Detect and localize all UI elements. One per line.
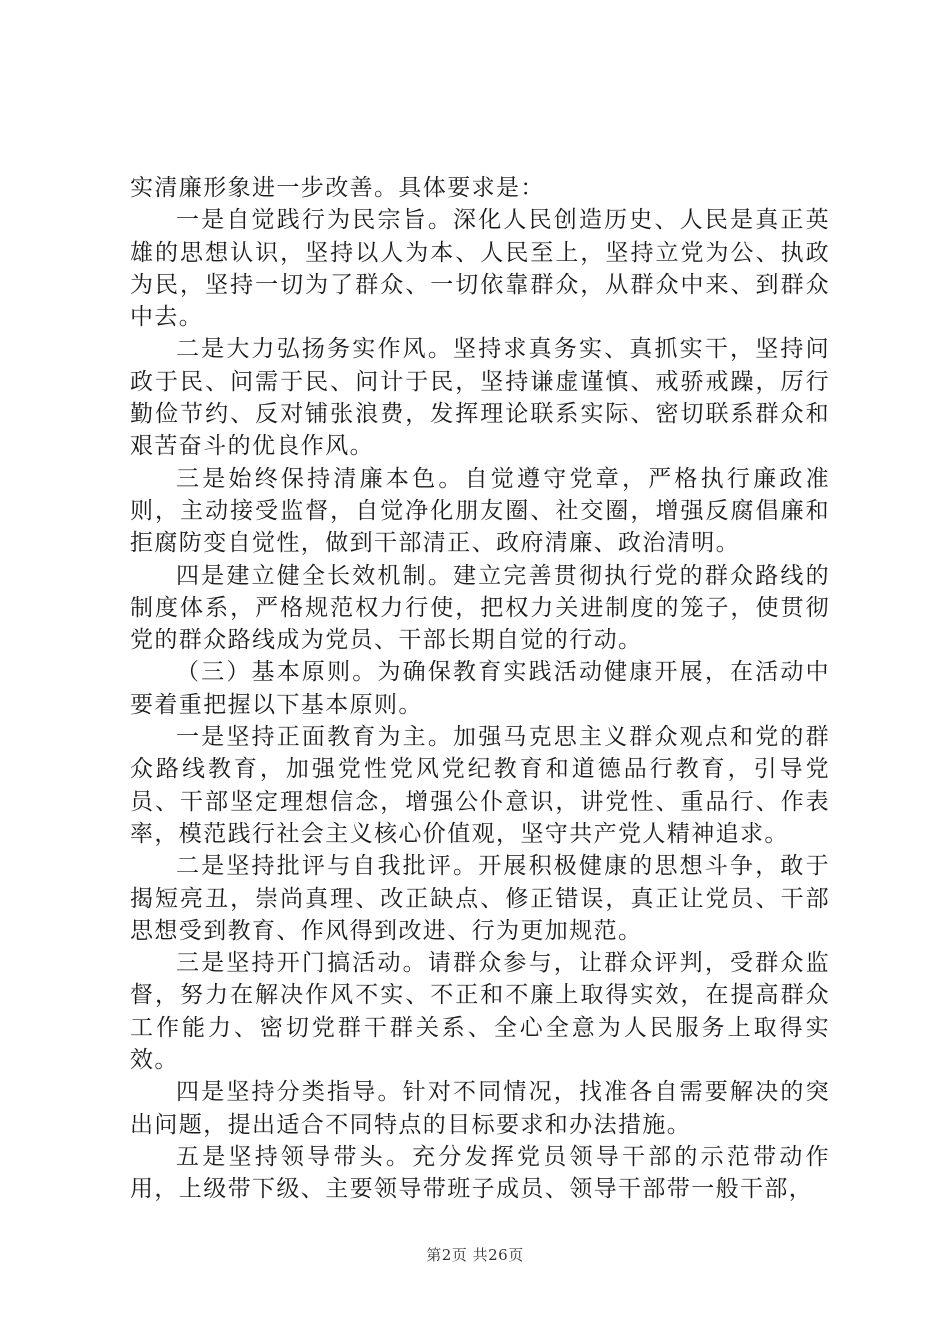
paragraph: 二是大力弘扬务实作风。坚持求真务实、真抓实干，坚持问政于民、问需于民、问计于民，坚持谦虚谨慎、戒骄戒躁，厉行勤俭节约、反对铺张浪费，发挥理论联系实际、密切联系群众和艰苦奋斗的优良作风。: [130, 336, 830, 460]
paragraph: 一是坚持正面教育为主。加强马克思主义群众观点和党的群众路线教育，加强党性党风党纪教育和道德品行教育，引导党员、干部坚定理想信念，增强公仆意识，讲党性、重品行、作表率，模范践行社会主义核心价值观，坚守共产党人精神追求。: [130, 724, 830, 847]
page-number-footer: 第2页 共26页: [426, 1246, 524, 1264]
paragraph: 四是坚持分类指导。针对不同情况，找准各自需要解决的突出问题，提出适合不同特点的目标要求和办法措施。: [130, 1079, 830, 1138]
paragraph: 三是坚持开门搞活动。请群众参与，让群众评判，受群众监督，努力在解决作风不实、不正和不廉上取得实效，在提高群众工作能力、密切党群干群关系、全心全意为人民服务上取得实效。: [130, 950, 830, 1074]
paragraph: 二是坚持批评与自我批评。开展积极健康的思想斗争，敢于揭短亮丑，崇尚真理、改正缺点、修正错误，真正让党员、干部思想受到教育、作风得到改进、行为更加规范。: [130, 853, 830, 944]
paragraph: 一是自觉践行为民宗旨。深化人民创造历史、人民是真正英雄的思想认识，坚持以人为本、人民至上，坚持立党为公、执政为民，坚持一切为了群众、一切依靠群众，从群众中来、到群众中去。: [130, 207, 830, 331]
document-body: [130, 172, 830, 1206]
paragraph: 实清廉形象进一步改善。具体要求是：: [130, 175, 545, 201]
paragraph: 四是建立健全长效机制。建立完善贯彻执行党的群众路线的制度体系，严格规范权力行使，把权力关进制度的笼子，使贯彻党的群众路线成为党员、干部长期自觉的行动。: [130, 562, 830, 654]
paragraph: 五是坚持领导带头。充分发挥党员领导干部的示范带动作用，上级带下级、主要领导带班子成员、领导干部带一般干部，: [130, 1143, 830, 1203]
paragraph: 三是始终保持清廉本色。自觉遵守党章，严格执行廉政准则，主动接受监督，自觉净化朋友圈、社交圈，增强反腐倡廉和拒腐防变自觉性，做到干部清正、政府清廉、政治清明。: [130, 465, 830, 557]
paragraph: （三）基本原则。为确保教育实践活动健康开展，在活动中要着重把握以下基本原则。: [130, 659, 830, 718]
